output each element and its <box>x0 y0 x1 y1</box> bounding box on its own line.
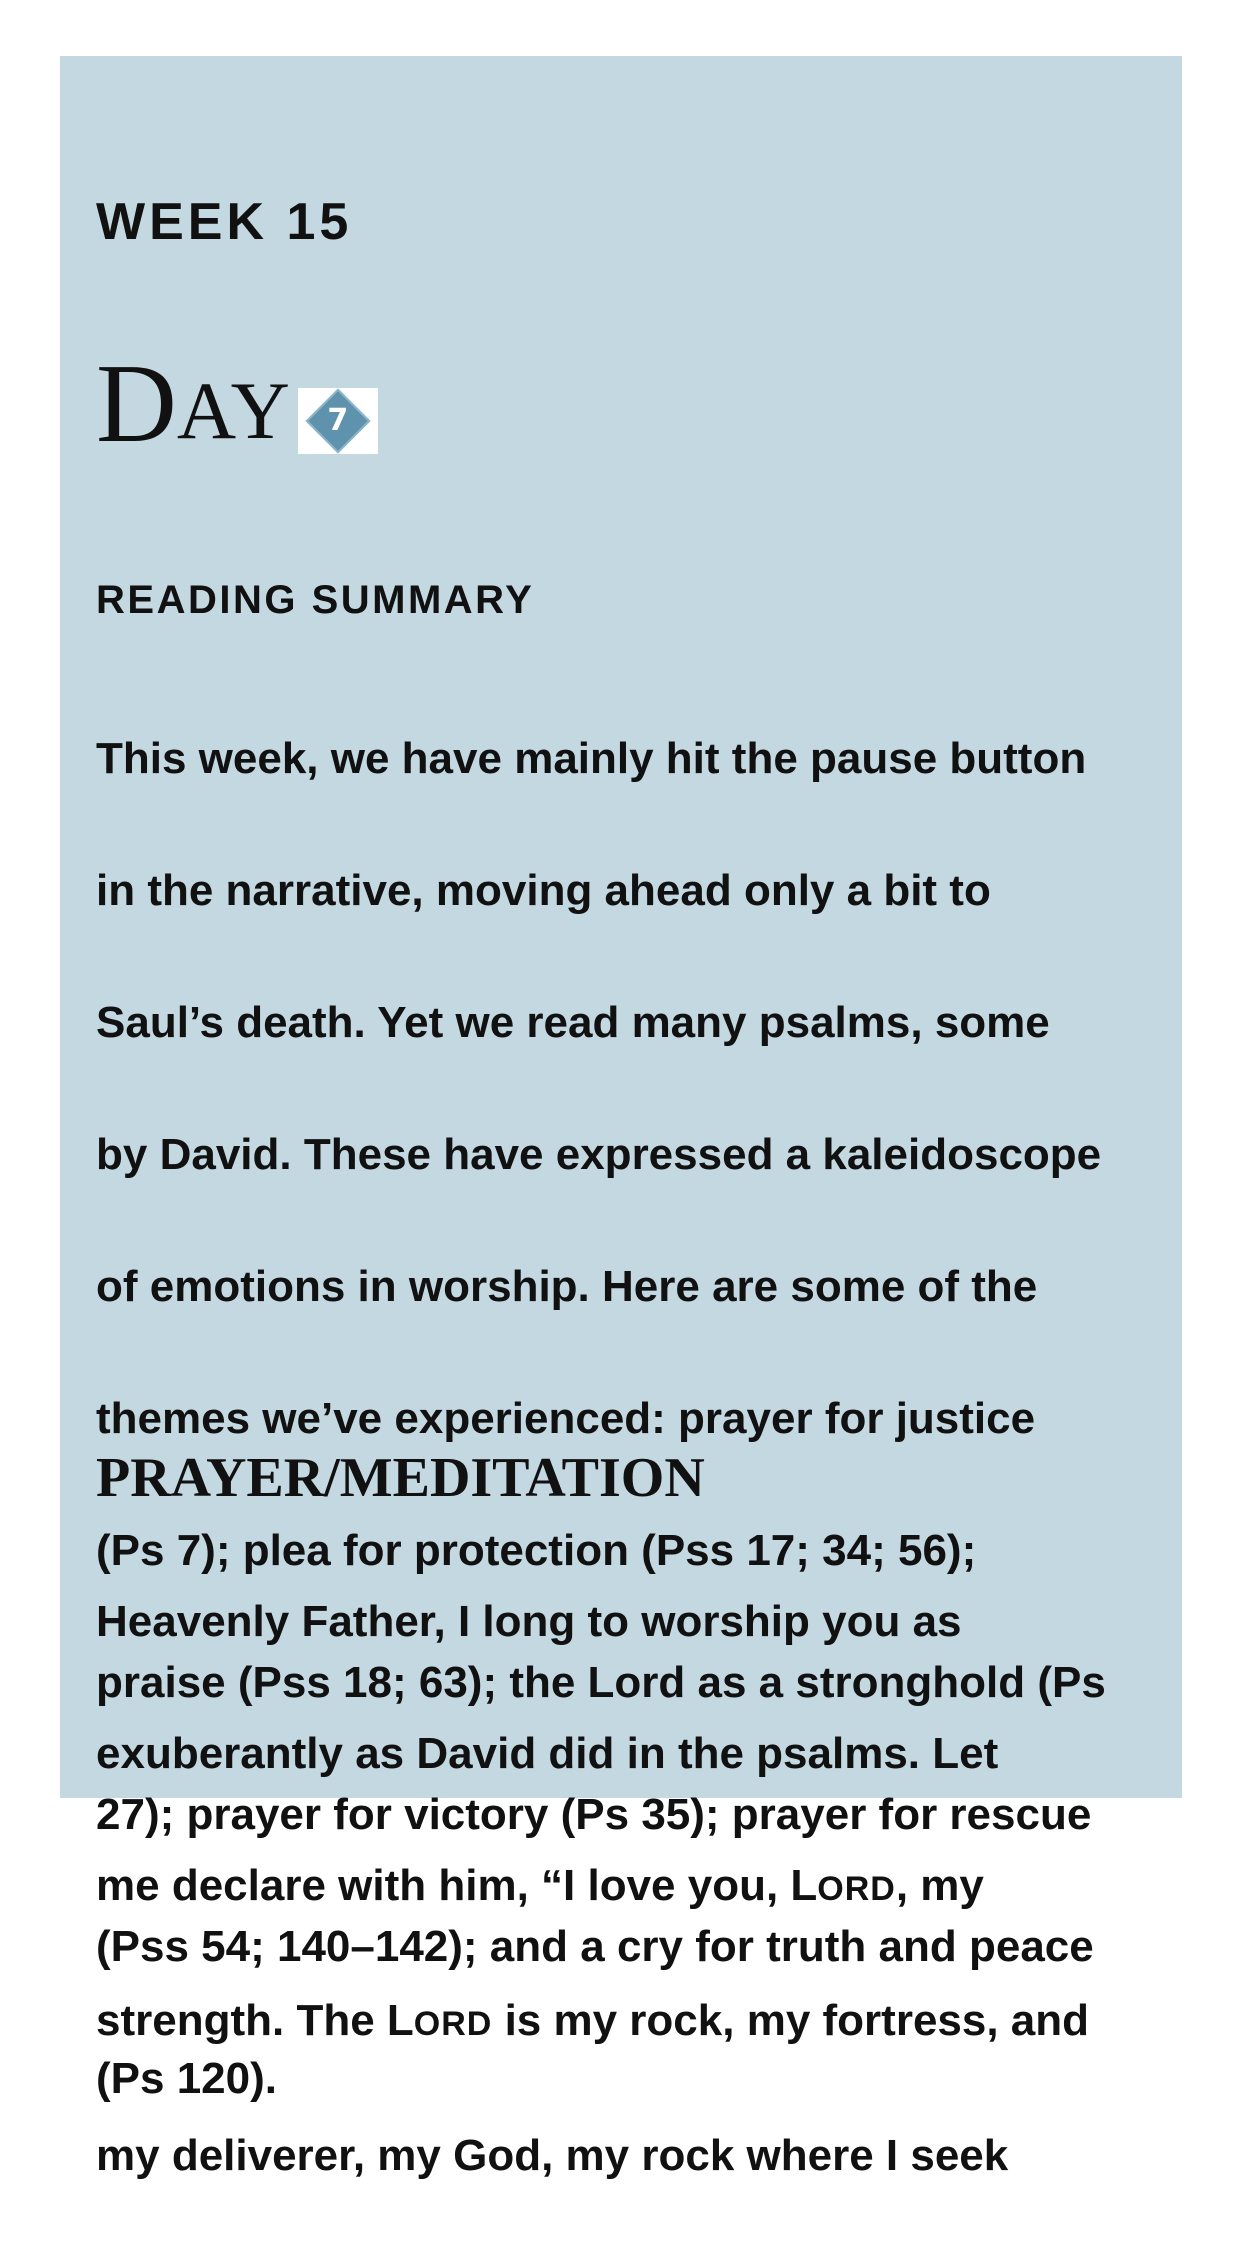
day-title-initial: D <box>96 342 177 466</box>
day-number: 7 <box>327 403 349 438</box>
summary-line: This week, we have mainly hit the pause button <box>96 734 1087 783</box>
prayer-text-segment: strength. The L <box>96 1996 414 2045</box>
prayer-line: my deliverer, my God, my rock where I seek <box>96 2131 1009 2180</box>
lord-small-caps: ORD <box>413 2005 493 2043</box>
summary-line: (Ps 120). <box>96 2054 277 2103</box>
summary-line: (Ps 7); plea for protection (Pss 17; 34; 56); <box>96 1526 977 1575</box>
day-number-badge <box>298 388 378 454</box>
prayer-line <box>96 1988 1156 2057</box>
prayer-heading: PRAYER/MEDITATION <box>96 1447 705 1509</box>
summary-line: in the narrative, moving ahead only a bit to <box>96 866 991 915</box>
summary-line: of emotions in worship. Here are some of the <box>96 1262 1038 1311</box>
summary-line: praise (Pss 18; 63); the Lord as a stronghold (Ps <box>96 1658 1106 1707</box>
day-title <box>96 340 378 466</box>
summary-line: Saul’s death. Yet we read many psalms, some <box>96 998 1050 1047</box>
devotional-card <box>60 56 1182 2180</box>
prayer-text-segment: me declare with him, “I love you, L <box>96 1861 818 1910</box>
reading-summary-heading: READING SUMMARY <box>96 578 535 622</box>
prayer-text-segment: is my rock, my fortress, and <box>492 1996 1090 2045</box>
day-title-rest: AY <box>176 365 292 456</box>
prayer-line <box>96 1853 1156 1922</box>
prayer-text-segment: , my <box>895 1861 984 1910</box>
week-label: WEEK 15 <box>96 193 353 251</box>
summary-line: themes we’ve experienced: prayer for justice <box>96 1394 1036 1443</box>
summary-line: (Pss 54; 140–142); and a cry for truth and peace <box>96 1922 1094 1971</box>
prayer-text <box>96 1523 1156 2255</box>
prayer-line: Heavenly Father, I long to worship you as <box>96 1597 962 1646</box>
lord-small-caps: ORD <box>817 1870 896 1908</box>
prayer-line: exuberantly as David did in the psalms. Let <box>96 1729 999 1778</box>
summary-line: 27); prayer for victory (Ps 35); prayer for rescue <box>96 1790 1092 1839</box>
summary-line: by David. These have expressed a kaleidoscope <box>96 1130 1102 1179</box>
